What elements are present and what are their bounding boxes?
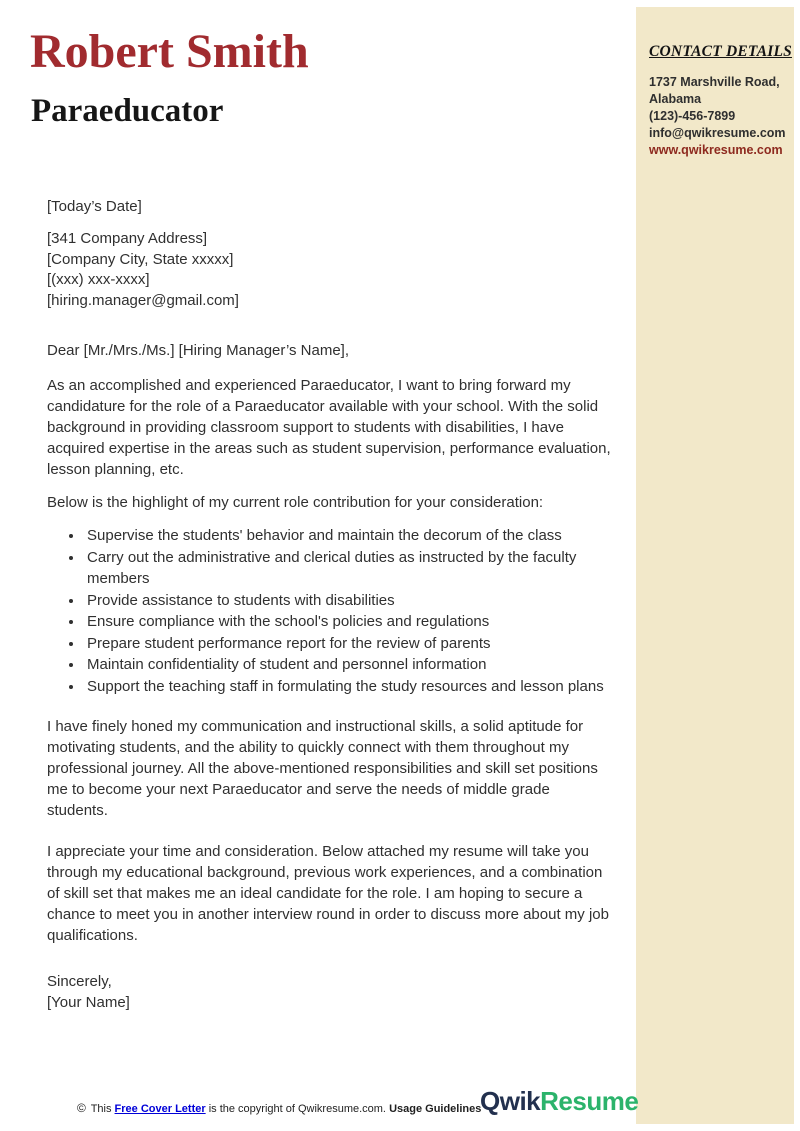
footer-copyright [77,1101,481,1115]
company-address-line: [(xxx) xxx-xxxx] [47,271,150,288]
copyright-prefix: This [90,1103,112,1115]
paragraph-highlight-lead: Below is the highlight of my current role contribution for your consideration: [47,494,544,511]
logo-text-resume: Resume [540,1086,639,1116]
job-title: Paraeducator [31,93,224,129]
paragraph-skills: I have finely honed my communication and instructional skills, a solid aptitude for motivating students, and the ability to quickly connect with them throughout my professional journey. All the above-mentioned responsibilities and skill set positions me to become your next Paraeducator and serve the needs of middle grade students. [47,718,598,819]
signature: [Your Name] [47,994,130,1011]
contact-details-heading: CONTACT DETAILS [649,43,792,60]
contact-sidebar [636,7,794,1124]
list-item: • Supervise the students' behavior and maintain the decorum of the class [84,525,612,547]
free-cover-letter-link[interactable]: Free Cover Letter [114,1103,206,1115]
contact-phone: (123)-456-7899 [649,109,736,123]
closing-block [47,971,612,1013]
contact-website-link[interactable]: www.qwikresume.com [649,143,783,157]
company-address-line: [Company City, State xxxxx] [47,250,234,268]
list-item: • Maintain confidentiality of student and personnel information [84,654,612,676]
copyright-icon: © [77,1101,86,1115]
usage-guidelines-link[interactable]: Usage Guidelines [389,1103,482,1115]
list-item: • Prepare student performance report for the review of parents [84,633,612,655]
list-item: • Ensure compliance with the school's policies and regulations [84,611,612,633]
list-item: • Carry out the administrative and clerical duties as instructed by the faculty members [84,547,612,590]
company-address-block [47,229,612,311]
list-item: • Provide assistance to students with disabilities [84,590,612,612]
contact-address-line-1: 1737 Marshville Road, [649,75,780,89]
applicant-name: Robert Smith [30,25,309,78]
closing: Sincerely, [47,973,112,990]
logo-text-qwik: Qwik [480,1086,541,1116]
paragraph-appreciation: I appreciate your time and consideration. Below attached my resume will take you through my educational background, previous work experiences, and a combination of skill set that makes me an ideal candidate for the role. I am hoping to secure a chance to meet you in another interview round in order to discuss more about my job qualifications. [47,843,609,944]
paragraph-intro: As an accomplished and experienced Paraeducator, I want to bring forward my candidature for the role of a Paraeducator available with your school. With the solid background in providing classroom support to students with disabilities, I have acquired expertise in the areas such as student supervision, performance evaluation, lesson planning, etc. [47,377,611,478]
list-item: • Support the teaching staff in formulating the study resources and lesson plans [84,676,612,698]
company-address-line: [341 Company Address] [47,230,208,247]
salutation: Dear [Mr./Mrs./Ms.] [Hiring Manager’s Name], [47,342,350,359]
company-address-line: [hiring.manager@gmail.com] [47,291,239,309]
responsibilities-list [47,525,612,697]
letter-date: [Today’s Date] [47,198,142,215]
contact-address-line-2: Alabama [649,92,702,106]
letter-body [47,196,612,1013]
qwikresume-logo [480,1086,638,1117]
contact-email: info@qwikresume.com [649,126,786,140]
copyright-middle: is the copyright of Qwikresume.com. [208,1103,386,1115]
